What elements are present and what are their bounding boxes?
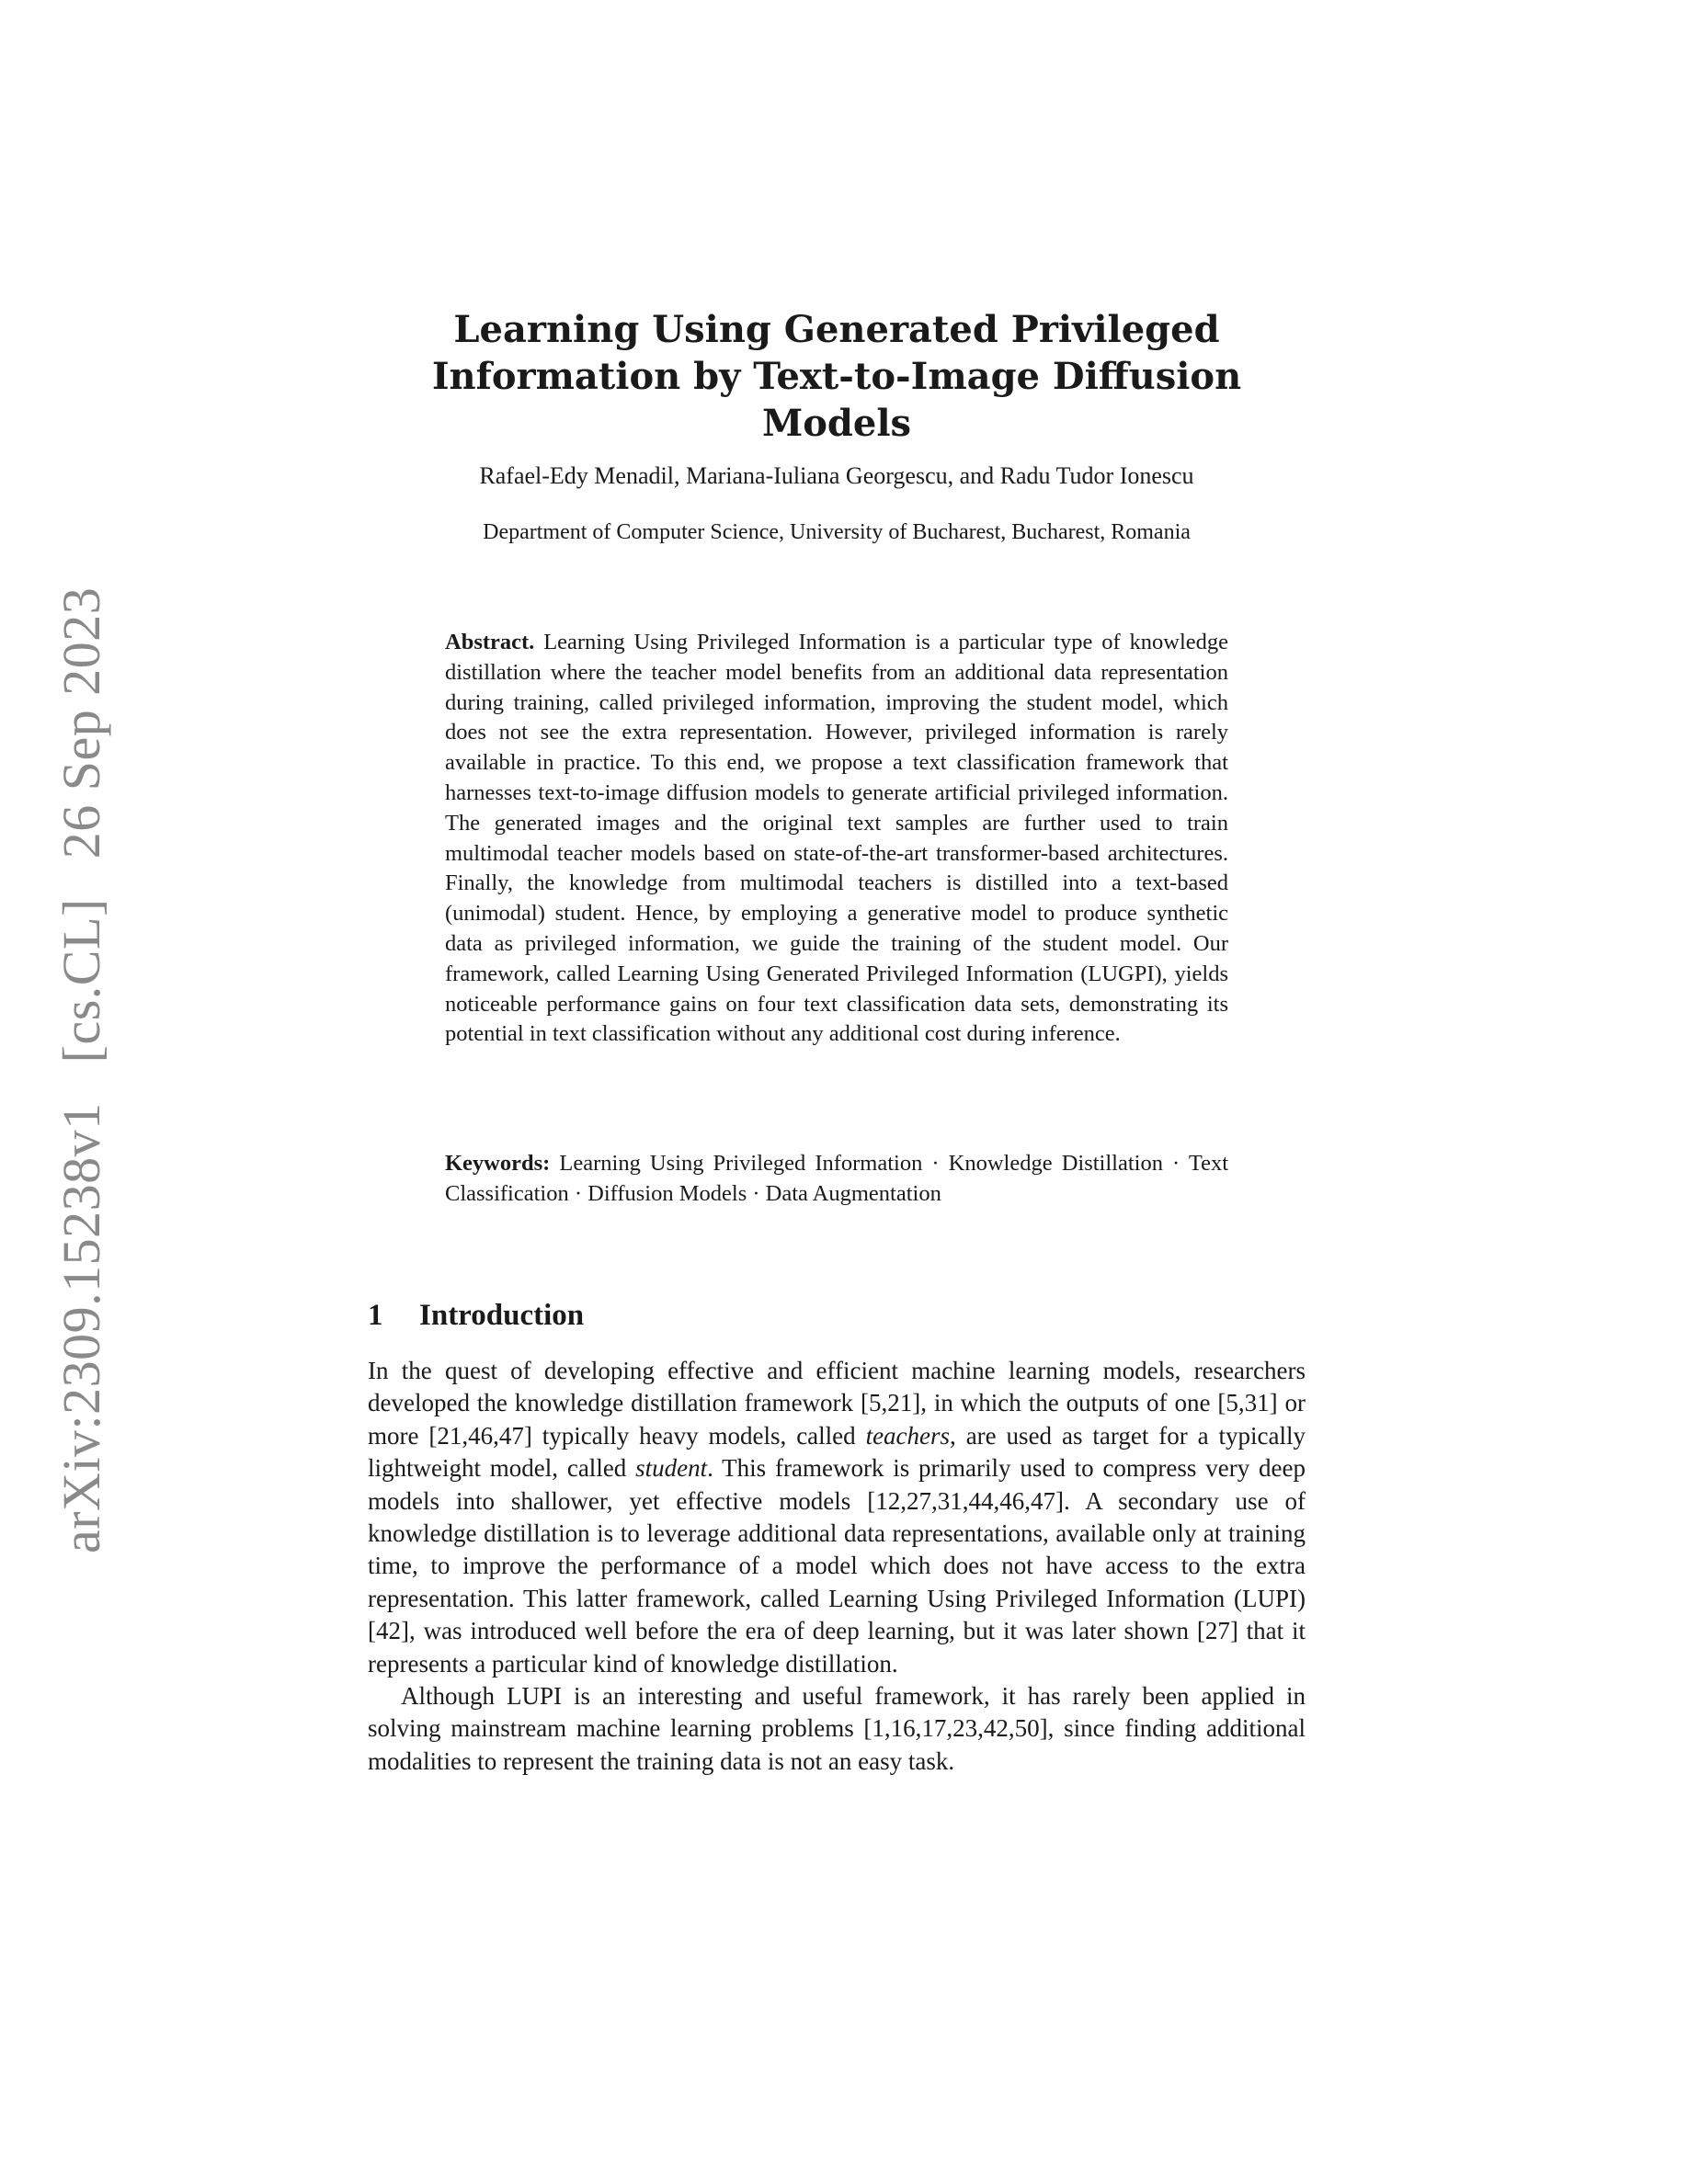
abstract: [445, 628, 1228, 1050]
section-number: 1: [368, 1299, 383, 1332]
term-teachers: teachers: [865, 1421, 951, 1450]
intro-p1-text-a: In the quest of developing effective and efficient machine learning models, researchers developed the knowledge distillation framework [5,21], in which the outputs of one [5,31] or more [21,46,47] typically heavy models, called: [368, 1357, 1306, 1450]
section-title: Introduction: [419, 1299, 585, 1332]
introduction-body: [368, 1355, 1306, 1778]
keywords-label: Keywords:: [445, 1151, 551, 1176]
keywords-text: Learning Using Privileged Information · Knowledge Distillation · Text Classification · Diffusion Models · Data Augmentation: [445, 1151, 1229, 1206]
abstract-text: Learning Using Privileged Information is a particular type of knowledge distillation where the teacher model benefits from an additional data representation during training, called privileged information, improving the student model, which does not see the extra representation. However, privileged information is rarely available in practice. To this end, we propose a text classification framework that harnesses text-to-image diffusion models to generate artificial privileged information. The generated images and the original text samples are further used to train multimodal teacher models based on state-of-the-art transformer-based architectures. Finally, the knowledge from multimodal teachers is distilled into a text-based (unimodal) student. Hence, by employing a generative model to produce synthetic data as privileged information, we guide the training of the student model. Our framework, called Learning Using Generated Privileged Information (LUGPI), yields noticeable performance gains on four text classification data sets, demonstrating its potential in text classification without any additional cost during inference.: [445, 630, 1229, 1047]
affiliation: Department of Computer Science, University of Bucharest, Bucharest, Romania: [483, 520, 1191, 544]
section-heading-introduction: [368, 1299, 584, 1333]
arxiv-id: arXiv:2309.15238v1: [51, 1102, 111, 1553]
abstract-label: Abstract.: [445, 630, 535, 654]
title-line-2: Information by Text-to-Image Diffusion Models: [431, 355, 1242, 445]
author-list: Rafael-Edy Menadil, Mariana-Iuliana Georgescu, and Radu Tudor Ionescu: [479, 462, 1194, 489]
keywords: [445, 1149, 1228, 1210]
arxiv-category: [cs.CL]: [51, 898, 111, 1064]
term-student: student: [635, 1454, 708, 1483]
intro-p1-text-b: , are used as target for a typically lightweight model, called: [368, 1421, 1306, 1483]
intro-p1-text-c: . This framework is primarily used to compress very deep models into shallower, yet effective models [12,27,31,44,46,47]. A secondary use of knowledge distillation is to leverage additional data representations, available only at training time, to improve the performance of a model which does not have access to the extra representation. This latter framework, called Learning Using Privileged Information (LUPI) [42], was introduced well before the era of deep learning, but it was later shown [27] that it represents a particular kind of knowledge distillation.: [368, 1454, 1306, 1678]
arxiv-identifier-stamp: [51, 579, 124, 1553]
arxiv-date: 26 Sep 2023: [51, 586, 111, 859]
intro-paragraph-2: Although LUPI is an interesting and useful framework, it has rarely been applied in solving mainstream machine learning problems [1,16,17,23,42,50], since finding additional modalities to represent the training data is not an easy task.: [368, 1682, 1306, 1775]
paper-title: [368, 306, 1306, 447]
title-line-1: Learning Using Generated Privileged: [453, 308, 1220, 351]
intro-paragraph-1: [368, 1355, 1306, 1680]
